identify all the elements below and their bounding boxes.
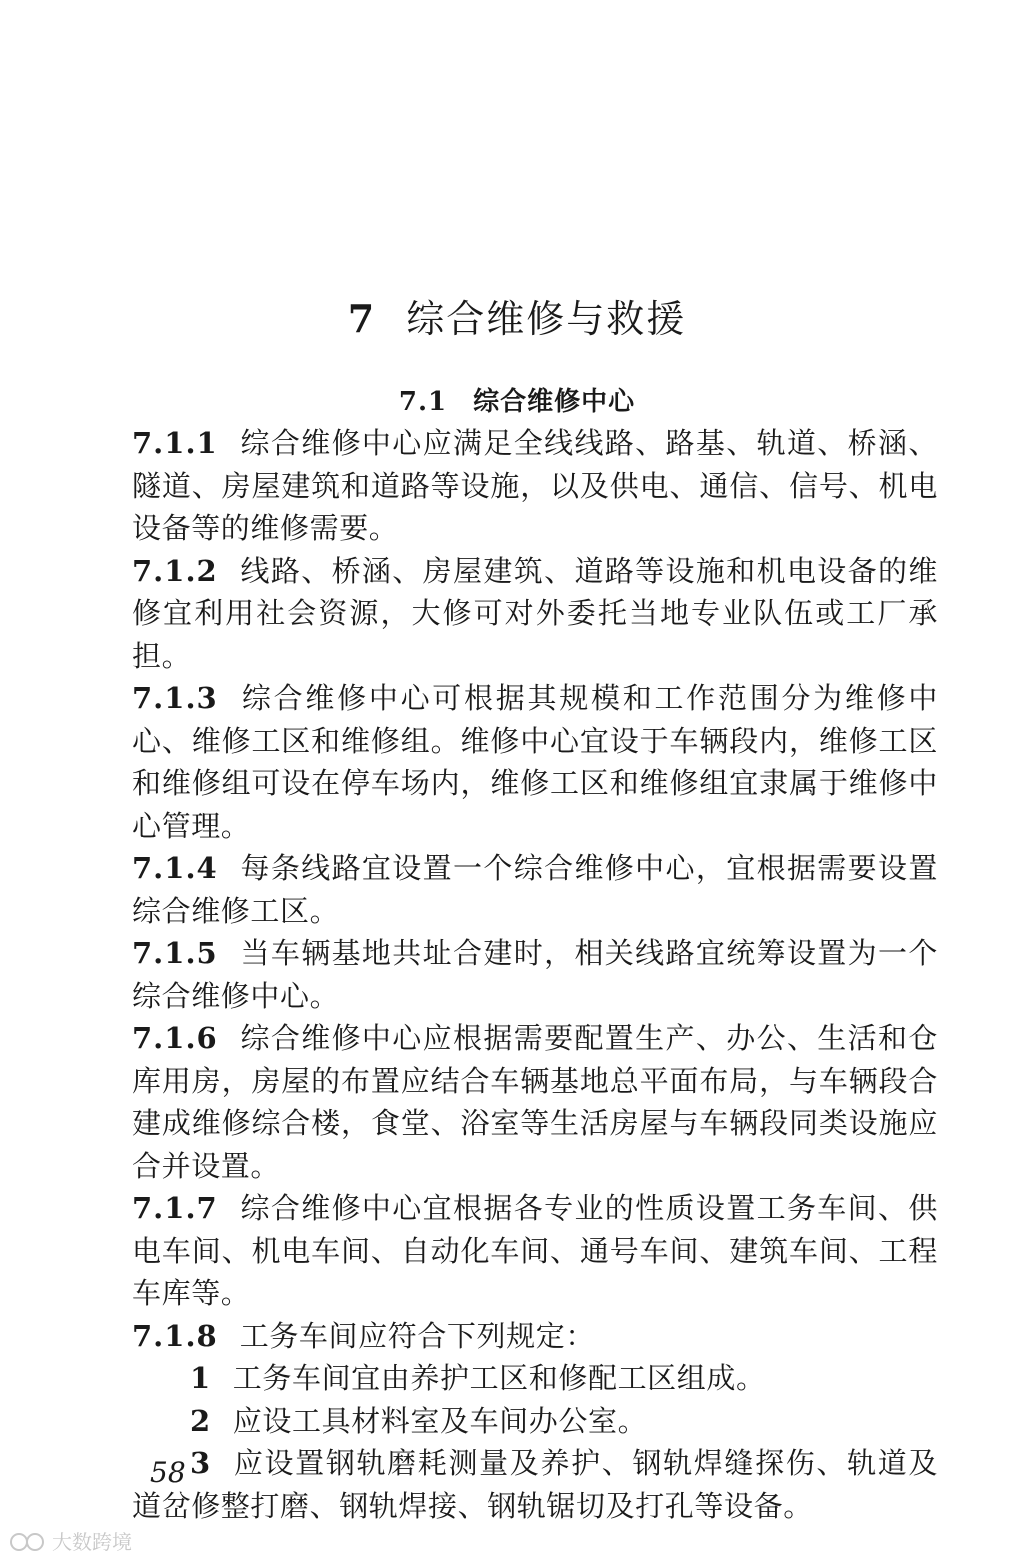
item-number: 2 xyxy=(190,1403,211,1438)
clause-number: 7.1.8 xyxy=(132,1318,218,1353)
clause-text: 综合维修中心应根据需要配置生产、办公、生活和仓库用房，房屋的布置应结合车辆基地总平面布局，与车辆段合建成维修综合楼，食堂、浴室等生活房屋与车辆段同类设施应合并设置。 xyxy=(132,1021,938,1183)
document-body xyxy=(132,422,938,1527)
chapter-heading xyxy=(0,293,1034,345)
clause-number: 7.1.1 xyxy=(132,426,218,460)
item-text: 工务车间宜由养护工区和修配工区组成。 xyxy=(232,1361,766,1395)
clause-7-1-2 xyxy=(132,550,938,678)
clause-number: 7.1.6 xyxy=(132,1021,218,1055)
clause-text: 每条线路宜设置一个综合维修中心，宜根据需要设置综合维修工区。 xyxy=(132,851,938,928)
section-heading xyxy=(0,384,1034,420)
watermark xyxy=(8,1526,132,1555)
list-item xyxy=(132,1400,938,1443)
clause-text: 综合维修中心应满足全线线路、路基、轨道、桥涵、隧道、房屋建筑和道路等设施，以及供电、通信、信号、机电设备等的维修需要。 xyxy=(132,426,938,545)
clause-7-1-1 xyxy=(132,422,938,550)
clause-number: 7.1.5 xyxy=(132,936,218,970)
list-item xyxy=(132,1442,938,1527)
clause-7-1-3 xyxy=(132,677,938,847)
clause-number: 7.1.4 xyxy=(132,851,218,885)
chapter-title: 综合维修与救援 xyxy=(406,297,687,342)
item-number: 1 xyxy=(190,1361,211,1395)
clause-7-1-7 xyxy=(132,1187,938,1315)
clause-text: 当车辆基地共址合建时，相关线路宜统筹设置为一个综合维修中心。 xyxy=(132,936,938,1013)
item-text: 应设置钢轨磨耗测量及养护、钢轨焊缝探伤、轨道及道岔修整打磨、钢轨焊接、钢轨锯切及打孔等设备。 xyxy=(132,1446,938,1523)
page-number: 58 xyxy=(150,1456,186,1489)
clause-text: 线路、桥涵、房屋建筑、道路等设施和机电设备的维修宜利用社会资源，大修可对外委托当地专业队伍或工厂承担。 xyxy=(132,553,938,673)
clause-number: 7.1.3 xyxy=(132,681,218,715)
clause-7-1-4 xyxy=(132,847,938,932)
item-number: 3 xyxy=(190,1446,211,1480)
list-item xyxy=(132,1357,938,1400)
clause-text: 工务车间应符合下列规定： xyxy=(239,1318,595,1353)
item-text: 应设工具材料室及车间办公室。 xyxy=(232,1403,648,1438)
clause-7-1-8 xyxy=(132,1315,938,1358)
chapter-number: 7 xyxy=(347,296,377,342)
clause-number: 7.1.7 xyxy=(132,1191,218,1225)
clause-text: 综合维修中心可根据其规模和工作范围分为维修中心、维修工区和维修组。维修中心宜设于车辆段内，维修工区和维修组可设在停车场内，维修工区和维修组宜隶属于维修中心管理。 xyxy=(132,681,938,843)
clause-text: 综合维修中心宜根据各专业的性质设置工务车间、供电车间、机电车间、自动化车间、通号车间、建筑车间、工程车库等。 xyxy=(132,1191,938,1310)
double-circle-logo-icon xyxy=(8,1530,46,1552)
clause-number: 7.1.2 xyxy=(132,553,218,588)
section-title: 综合维修中心 xyxy=(473,386,636,417)
watermark-text: 大数跨境 xyxy=(52,1530,132,1554)
clause-7-1-6 xyxy=(132,1017,938,1187)
clause-7-1-5 xyxy=(132,932,938,1017)
section-number: 7.1 xyxy=(398,386,448,417)
